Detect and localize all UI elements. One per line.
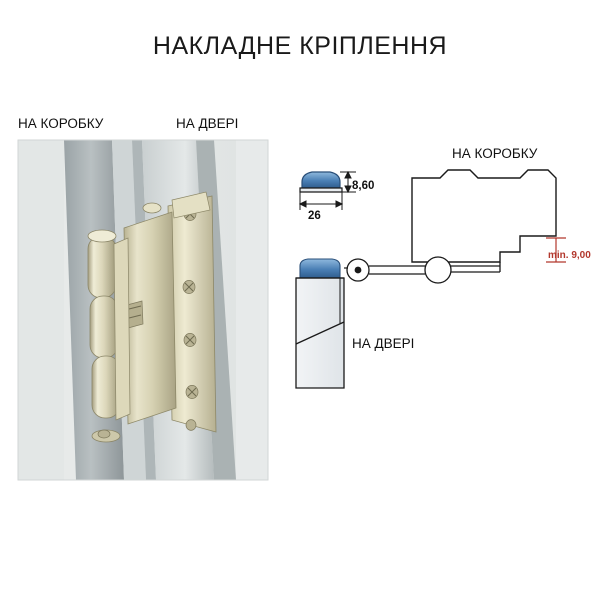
dimension-width: 26 xyxy=(308,210,321,222)
diagram-label-door: НА ДВЕРІ xyxy=(352,336,415,351)
photo-label-frame: НА КОРОБКУ xyxy=(18,116,104,131)
dimension-height: 8,60 xyxy=(352,180,375,192)
frame-profile xyxy=(412,170,556,262)
diagram-label-frame: НА КОРОБКУ xyxy=(452,146,538,161)
photo-label-door: НА ДВЕРІ xyxy=(176,116,239,131)
dimension-clearance: min. 9,00 xyxy=(548,250,591,261)
cap-detail xyxy=(300,172,342,192)
door-profile xyxy=(296,259,344,388)
page-title: НАКЛАДНЕ КРІПЛЕННЯ xyxy=(152,32,448,60)
